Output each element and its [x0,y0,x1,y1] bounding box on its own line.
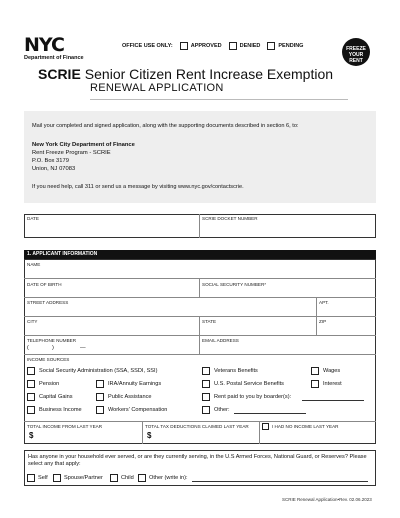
veterans-checkbox[interactable] [202,367,210,375]
pension-label: Pension [39,381,60,387]
divider [142,421,143,444]
form-title [38,66,333,82]
postal-label: U.S. Postal Service Benefits [214,381,284,387]
divider [24,354,376,355]
street-address-field[interactable] [25,306,315,315]
ssa-label: Social Security Administration (SSA, SSDI, SSI) [39,368,158,374]
public-assistance-checkbox[interactable] [96,393,104,401]
other-income-checkbox[interactable] [202,406,210,414]
capital-gains-checkbox[interactable] [27,393,35,401]
form-footer: SCRIE Renewal Application•Rev. 02.06.2023 [282,497,372,502]
mail-address-name: New York City Department of Finance [32,142,135,148]
wages-label: Wages [323,368,341,374]
child-checkbox[interactable] [110,474,118,482]
ira-label: IRA/Annuity Earnings [108,381,162,387]
mail-intro-text: Mail your completed and signed application, along with the supporting documents described in section 6, to: [32,123,299,129]
divider [199,335,200,354]
income-sources-label: INCOME SOURCES [27,357,70,362]
phone-open-paren: ( [27,345,29,351]
help-text: If you need help, call 311 or send us a message by visiting www.nyc.gov/contactscrie. [32,184,244,190]
department-name: Department of Finance [24,55,84,61]
state-field[interactable] [201,325,315,334]
dob-label: DATE OF BIRTH [27,282,62,287]
docket-number-field[interactable] [201,222,375,237]
form-name: Senior Citizen Rent Increase Exemption [84,66,334,82]
divider [199,278,200,297]
email-field[interactable] [201,344,375,353]
interest-checkbox[interactable] [311,380,319,388]
title-divider [90,99,348,100]
divider [199,214,200,238]
approved-checkbox[interactable] [180,42,188,50]
child-label: Child [121,475,134,481]
name-label: NAME [27,262,41,267]
no-income-label: I HAD NO INCOME LAST YEAR [272,424,339,429]
workers-comp-checkbox[interactable] [96,406,104,414]
total-deductions-label: TOTAL TAX DEDUCTIONS CLAIMED LAST YEAR [145,424,249,429]
other-income-label: Other: [214,407,230,413]
date-field[interactable] [25,222,198,237]
veterans-label: Veterans Benefits [214,368,258,374]
public-assistance-label: Public Assistance [108,394,152,400]
armed-forces-question: Has anyone in your household ever served, or are they currently serving, in the U.S Armed Forces, National Guard, or Reserves? Please select any that apply: [28,454,367,467]
name-field[interactable] [25,268,375,278]
self-checkbox[interactable] [27,474,35,482]
apt-label: APT. [319,300,329,305]
divider [199,316,200,335]
interest-label: Interest [323,381,342,387]
mail-address-line: P.O. Box 3179 [32,158,69,164]
boarder-rent-field[interactable] [302,400,364,401]
pending-label: PENDING [278,43,304,49]
divider [24,316,376,317]
divider [24,297,376,298]
section-applicant-header: 1. APPLICANT INFORMATION [24,250,376,259]
no-income-checkbox[interactable] [262,423,269,430]
city-label: CITY [27,319,38,324]
pension-checkbox[interactable] [27,380,35,388]
total-income-label: TOTAL INCOME FROM LAST YEAR [27,424,103,429]
total-income-dollar: $ [29,431,34,440]
street-label: STREET ADDRESS [27,300,69,305]
workers-comp-label: Workers' Compensation [108,407,168,413]
date-label: DATE [27,216,39,221]
business-income-label: Business Income [39,407,82,413]
divider [259,421,260,444]
mail-address-line: Union, NJ 07083 [32,166,76,172]
capital-gains-label: Capital Gains [39,394,73,400]
other-service-checkbox[interactable] [138,474,146,482]
telephone-field[interactable] [25,344,198,353]
business-income-checkbox[interactable] [27,406,35,414]
phone-dash: — [80,345,86,351]
other-service-field[interactable] [192,481,368,482]
ira-checkbox[interactable] [96,380,104,388]
boarder-rent-checkbox[interactable] [202,393,210,401]
denied-label: DENIED [239,43,261,49]
spouse-partner-label: Spouse/Partner [64,475,103,481]
zip-field[interactable] [317,325,375,334]
wages-checkbox[interactable] [311,367,319,375]
total-deductions-dollar: $ [147,431,152,440]
postal-checkbox[interactable] [202,380,210,388]
denied-checkbox[interactable] [229,42,237,50]
other-service-label: Other (write in): [149,475,188,481]
approved-label: APPROVED [190,43,222,49]
office-use-label: OFFICE USE ONLY: [122,43,173,49]
state-label: STATE [202,319,217,324]
city-field[interactable] [25,325,198,334]
badge-line2: YOUR RENT [348,52,364,64]
docket-label: SCRIE DOCKET NUMBER [202,216,258,221]
self-label: Self [38,475,48,481]
dob-field[interactable] [25,288,198,297]
total-income-field[interactable] [36,430,141,442]
badge-line1: FREEZE [346,46,366,52]
zip-label: ZIP [319,319,327,324]
ssn-field[interactable] [201,288,375,297]
spouse-partner-checkbox[interactable] [53,474,61,482]
ssn-label: SOCIAL SECURITY NUMBER* [202,282,267,287]
total-deductions-field[interactable] [154,430,258,442]
office-use-only [122,42,303,50]
form-subtitle: RENEWAL APPLICATION [90,82,224,94]
other-income-field[interactable] [234,413,306,414]
divider [24,335,376,336]
phone-label: TELEPHONE NUMBER [27,338,77,343]
form-code: SCRIE [38,66,81,82]
ssa-checkbox[interactable] [27,367,35,375]
divider [24,278,376,279]
divider [24,421,376,422]
apt-field[interactable] [317,306,375,315]
nyc-logo: NYC [24,34,64,56]
freeze-your-rent-badge [342,38,370,66]
phone-close-paren: ) [52,345,54,351]
email-label: EMAIL ADDRESS [202,338,239,343]
mail-address-line: Rent Freeze Program - SCRIE [32,150,111,156]
boarder-rent-label: Rent paid to you by boarder(s): [214,394,292,400]
pending-checkbox[interactable] [267,42,275,50]
